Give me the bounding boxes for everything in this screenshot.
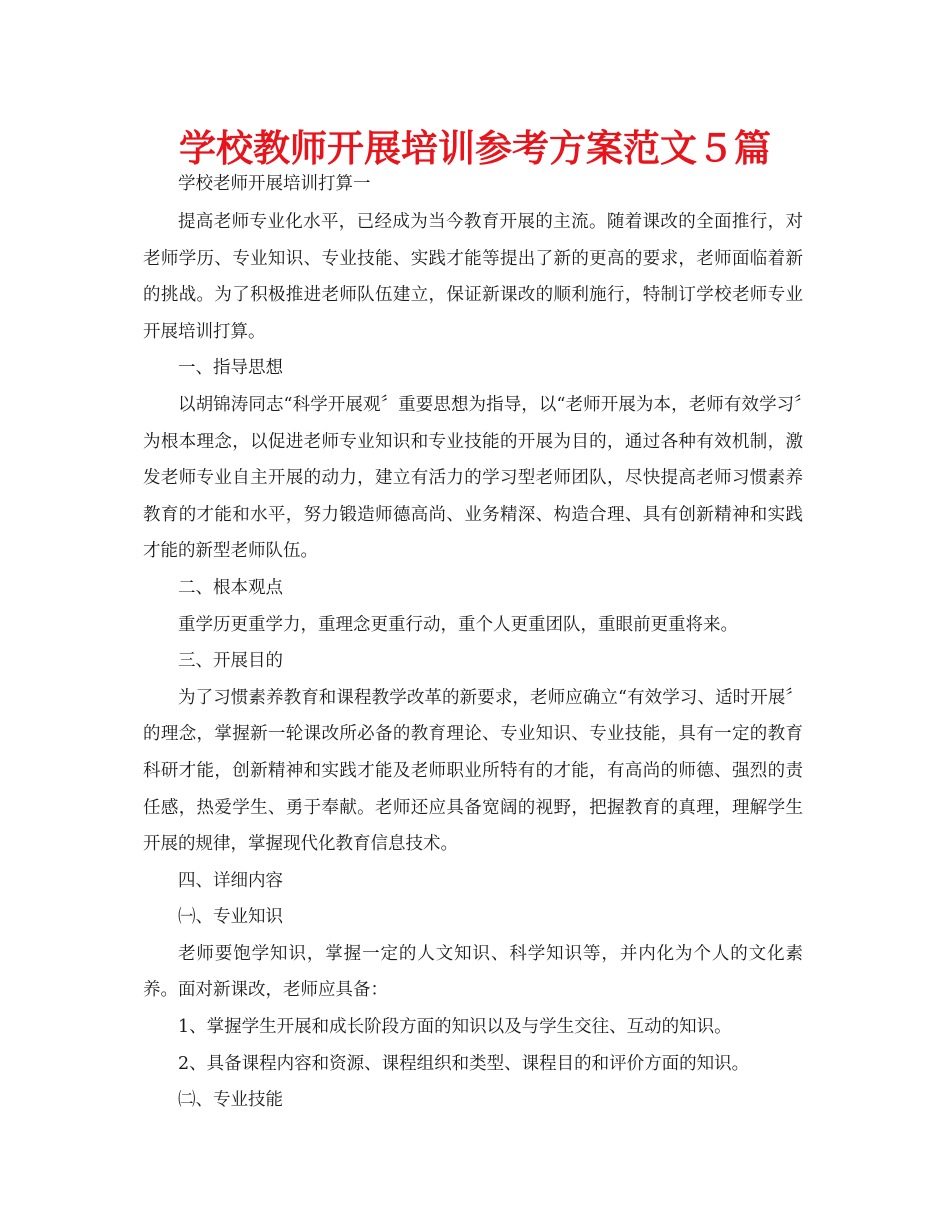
- subsection-heading-skills: ㈡、专业技能: [178, 1090, 283, 1111]
- document-subtitle: 学校老师开展培训打算一: [178, 174, 371, 194]
- paragraph-basic-view: 重学历更重学力，重理念更重行动，重个人更重团队，重眼前更重将来。: [178, 614, 738, 635]
- list-item-knowledge-1: 1、掌握学生开展和成长阶段方面的知识以及与学生交往、互动的知识。: [178, 1017, 732, 1038]
- document-body: [143, 204, 803, 1119]
- list-item-knowledge-2: 2、具备课程内容和资源、课程组织和类型、课程目的和评价方面的知识。: [178, 1053, 750, 1074]
- paragraph-knowledge: 老师要饱学知识，掌握一定的人文知识、科学知识等，并内化为个人的文化素养。面对新课改，老师应具备：: [143, 943, 803, 1001]
- section-heading-goals: 三、开展目的: [178, 651, 283, 672]
- paragraph-goals: 为了习惯素养教育和课程教学改革的新要求，老师应确立“有效学习、适时开展〞的理念，掌握新一轮课改所必备的教育理论、专业知识、专业技能，具有一定的教育科研才能，创新精神和实践才能及老师职业所特有的才能，有高尚的师德、强烈的责任感，热爱学生、勇于奉献。老师还应具备宽阔的视野，把握教育的真理，理解学生开展的规律，掌握现代化教育信息技术。: [143, 687, 803, 855]
- subsection-heading-knowledge: ㈠、专业知识: [178, 907, 283, 928]
- paragraph-guiding-thought: 以胡锦涛同志“科学开展观〞重要思想为指导，以“老师开展为本，老师有效学习〞为根本理念，以促进老师专业知识和专业技能的开展为目的，通过各种有效机制，激发老师专业自主开展的动力，建立有活力的学习型老师团队，尽快提高老师习惯素养教育的才能和水平，努力锻造师德高尚、业务精深、构造合理、具有创新精神和实践才能的新型老师队伍。: [143, 394, 803, 562]
- paragraph-intro: 提高老师专业化水平，已经成为当今教育开展的主流。随着课改的全面推行，对老师学历、专业知识、专业技能、实践才能等提出了新的更高的要求，老师面临着新的挑战。为了积极推进老师队伍建立，保证新课改的顺利施行，特制订学校老师专业开展培训打算。: [143, 212, 803, 342]
- document-title: 学校教师开展培训参考方案范文５篇: [179, 127, 771, 170]
- document-subtitle-block: [143, 172, 803, 196]
- section-heading-basic-view: 二、根本观点: [178, 577, 283, 598]
- section-heading-details: 四、详细内容: [178, 870, 283, 891]
- section-heading-guiding-thought: 一、指导思想: [178, 358, 283, 379]
